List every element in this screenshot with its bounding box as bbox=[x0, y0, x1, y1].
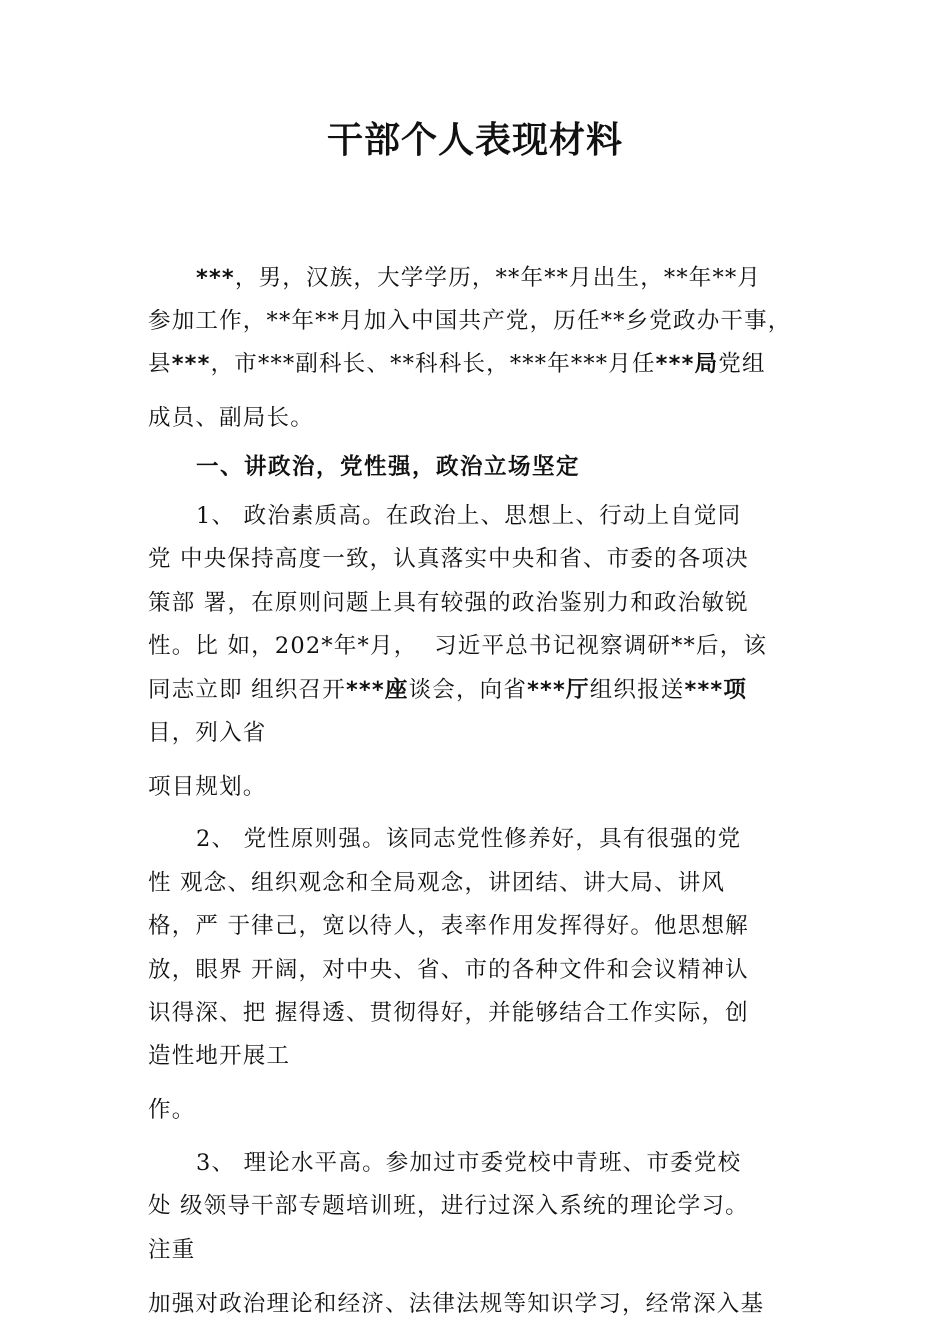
item-2-line-1: 2、 党性原则强。该同志党性修养好，具有很强的党 bbox=[196, 826, 742, 852]
intro-line-3-bold-b: ***局 bbox=[655, 351, 719, 377]
intro-line-2: 参加工作，**年**月加入中国共产党，历任**乡党政办干事， bbox=[148, 308, 792, 334]
intro-line-3-text-b: ，市***副科长、**科科长，***年***月任 bbox=[210, 351, 656, 377]
item-1-line-1: 1、 政治素质高。在政治上、思想上、行动上自觉同 bbox=[196, 503, 742, 529]
item-1-line-6: 目，列入省 bbox=[148, 720, 267, 746]
item-2-line-3: 格，严 于律己，宽以待人，表率作用发挥得好。他思想解 bbox=[148, 913, 749, 939]
item-3-line-4: 加强对政治理论和经济、法律法规等知识学习，经常深入基 bbox=[148, 1291, 765, 1317]
item-3-line-1: 3、 理论水平高。参加过市委党校中青班、市委党校 bbox=[196, 1150, 742, 1176]
item-1-line-5 bbox=[148, 674, 747, 706]
item-1-line-5-bold-c: ***项 bbox=[684, 677, 748, 703]
item-1-line-5-bold-b: ***厅 bbox=[527, 677, 590, 703]
intro-line-4: 成员、副局长。 bbox=[148, 405, 314, 431]
item-1-line-4: 性。比 如，202*年*月， 习近平总书记视察调研**后，该 bbox=[148, 633, 768, 659]
item-2-line-5: 识得深、把 握得透、贯彻得好，并能够结合工作实际，创 bbox=[148, 1000, 749, 1026]
intro-line-3-text-a: 县 bbox=[148, 351, 172, 377]
document-title: 干部个人表现材料 bbox=[326, 120, 623, 161]
intro-line-3-text-c: 党组 bbox=[718, 351, 766, 377]
intro-line-1 bbox=[196, 262, 761, 294]
item-1-line-5-text-a: 同志立即 组织召开 bbox=[148, 677, 346, 703]
item-1-line-5-bold-a: ***座 bbox=[345, 677, 409, 703]
item-2-line-7: 作。 bbox=[148, 1097, 196, 1123]
item-1-line-3: 策部 署，在原则问题上具有较强的政治鉴别力和政治敏锐 bbox=[148, 590, 749, 616]
item-3-line-2: 处 级领导干部专题培训班，进行过深入系统的理论学习。 bbox=[148, 1193, 749, 1219]
item-3-line-3: 注重 bbox=[148, 1237, 196, 1263]
section-1-heading: 一、讲政治，党性强，政治立场坚定 bbox=[196, 454, 581, 480]
intro-line-3 bbox=[148, 348, 766, 380]
item-1-line-2: 党 中央保持高度一致，认真落实中央和省、市委的各项决 bbox=[148, 546, 749, 572]
item-2-line-6: 造性地开展工 bbox=[148, 1043, 291, 1069]
item-1-line-7: 项目规划。 bbox=[148, 774, 267, 800]
item-1-line-5-text-c: 组织报送 bbox=[589, 677, 685, 703]
intro-line-1-text: ，男，汉族，大学学历，**年**月出生，**年**月 bbox=[234, 265, 762, 291]
item-1-line-5-text-b: 谈会，向省 bbox=[408, 677, 528, 703]
name-placeholder: *** bbox=[196, 265, 235, 291]
intro-line-3-bold-a: *** bbox=[171, 351, 211, 377]
item-2-line-4: 放，眼界 开阔，对中央、省、市的各种文件和会议精神认 bbox=[148, 957, 749, 983]
item-2-line-2: 性 观念、组织观念和全局观念，讲团结、讲大局、讲风 bbox=[148, 870, 726, 896]
